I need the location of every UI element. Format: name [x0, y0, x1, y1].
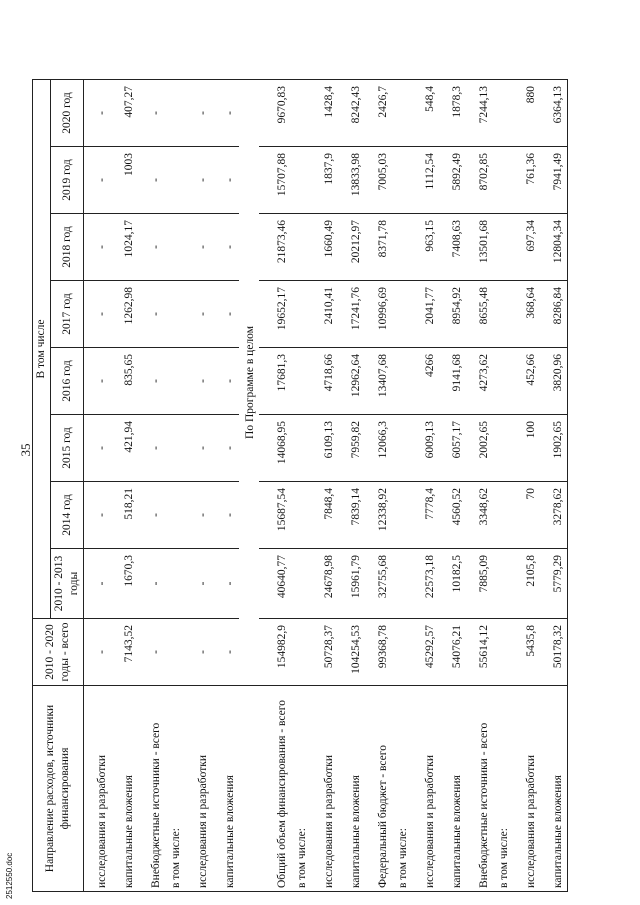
table-cell: - — [212, 214, 239, 281]
row-label: в том числе: — [493, 686, 513, 892]
table-cell: - — [212, 619, 239, 686]
table-cell — [165, 147, 185, 214]
table-cell: 5435,8 — [513, 619, 540, 686]
table-cell: - — [84, 281, 112, 348]
table-cell: 7839,14 — [338, 482, 365, 549]
table-cell: 6009,13 — [412, 415, 439, 482]
table-cell: 21873,46 — [259, 214, 291, 281]
table-cell: - — [185, 281, 212, 348]
table-cell: - — [84, 549, 112, 619]
table-cell — [291, 619, 311, 686]
table-cell — [392, 281, 412, 348]
table-cell — [392, 348, 412, 415]
table-cell: 421,94 — [111, 415, 138, 482]
table-cell: 12066,3 — [365, 415, 392, 482]
table-cell: 20212,97 — [338, 214, 365, 281]
table-cell: 7005,03 — [365, 147, 392, 214]
table-cell: - — [185, 549, 212, 619]
table-cell: 12962,64 — [338, 348, 365, 415]
row-label: капитальные вложения — [439, 686, 466, 892]
table-cell: 6057,17 — [439, 415, 466, 482]
table-cell: 99368,78 — [365, 619, 392, 686]
table-cell — [493, 415, 513, 482]
table-row — [165, 80, 185, 892]
table-cell — [291, 482, 311, 549]
table-cell: 12804,34 — [540, 214, 568, 281]
table-cell: 7959,82 — [338, 415, 365, 482]
table-cell: 1670,3 — [111, 549, 138, 619]
table-cell: 40640,77 — [259, 549, 291, 619]
table-cell: 4560,52 — [439, 482, 466, 549]
table-cell: - — [84, 415, 112, 482]
table-cell: - — [84, 147, 112, 214]
table-cell: - — [138, 281, 165, 348]
table-cell — [493, 348, 513, 415]
table-cell: 13833,98 — [338, 147, 365, 214]
table-cell: - — [185, 415, 212, 482]
table-cell: - — [212, 549, 239, 619]
table-cell — [165, 415, 185, 482]
table-cell: 8242,43 — [338, 80, 365, 147]
row-label: капитальные вложения — [212, 686, 239, 892]
table-cell — [165, 549, 185, 619]
table-header — [33, 80, 84, 892]
table-cell: 15687,54 — [259, 482, 291, 549]
table-cell — [392, 482, 412, 549]
table-cell: - — [138, 147, 165, 214]
table-cell: 6364,13 — [540, 80, 568, 147]
row-label: капитальные вложения — [338, 686, 365, 892]
table-cell: 55614,12 — [466, 619, 493, 686]
table-cell: 3348,62 — [466, 482, 493, 549]
table-cell: 368,64 — [513, 281, 540, 348]
table-cell: 7848,4 — [311, 482, 338, 549]
table-cell: 7885,09 — [466, 549, 493, 619]
table-cell: 17241,76 — [338, 281, 365, 348]
table-cell: - — [212, 415, 239, 482]
section-row — [239, 80, 259, 892]
table-cell: 17681,3 — [259, 348, 291, 415]
financing-table — [32, 79, 568, 892]
table-row — [84, 80, 112, 892]
row-label: Федеральный бюджет - всего — [365, 686, 392, 892]
table-cell: 10182,5 — [439, 549, 466, 619]
page-number: 35 — [18, 443, 33, 457]
table-row — [540, 80, 568, 892]
table-cell: 1660,49 — [311, 214, 338, 281]
table-cell: 4266 — [412, 348, 439, 415]
row-label: Общий объем финансирования - всего — [259, 686, 291, 892]
table-cell — [165, 619, 185, 686]
table-cell: - — [185, 214, 212, 281]
table-cell — [493, 549, 513, 619]
row-label: капитальные вложения — [111, 686, 138, 892]
table-cell — [291, 147, 311, 214]
table-cell: 100 — [513, 415, 540, 482]
header-year: 2010 - 2013 годы — [51, 549, 84, 619]
table-cell — [291, 415, 311, 482]
table-cell: 1024,17 — [111, 214, 138, 281]
table-cell: 12338,92 — [365, 482, 392, 549]
header-year: 2020 год — [51, 80, 84, 147]
table-cell — [291, 281, 311, 348]
table-cell: 1878,3 — [439, 80, 466, 147]
header-year: 2015 год — [51, 415, 84, 482]
footer-filename: 2512550.doc — [5, 852, 14, 899]
row-label: в том числе: — [291, 686, 311, 892]
header-year: 2017 год — [51, 281, 84, 348]
table-cell: - — [138, 214, 165, 281]
table-cell: 32755,68 — [365, 549, 392, 619]
table-cell: - — [138, 619, 165, 686]
header-year: 2016 год — [51, 348, 84, 415]
table-cell: 13407,68 — [365, 348, 392, 415]
table-cell: 4718,66 — [311, 348, 338, 415]
table-row — [311, 80, 338, 892]
row-label: в том числе: — [392, 686, 412, 892]
table-cell — [291, 214, 311, 281]
table-cell: 3278,62 — [540, 482, 568, 549]
table-cell: 2002,65 — [466, 415, 493, 482]
table-cell: 15707,88 — [259, 147, 291, 214]
table-cell: 452,66 — [513, 348, 540, 415]
table-cell: - — [84, 619, 112, 686]
table-cell: 5779,29 — [540, 549, 568, 619]
table-cell: 50178,32 — [540, 619, 568, 686]
table-cell — [493, 214, 513, 281]
table-row — [392, 80, 412, 892]
table-cell — [165, 80, 185, 147]
table-cell: 761,36 — [513, 147, 540, 214]
table-row — [212, 80, 239, 892]
table-cell: 15961,79 — [338, 549, 365, 619]
table-cell — [493, 80, 513, 147]
table-body — [84, 80, 568, 892]
table-cell: 518,21 — [111, 482, 138, 549]
table-cell: 45292,57 — [412, 619, 439, 686]
table-cell: 9670,83 — [259, 80, 291, 147]
table-cell — [291, 80, 311, 147]
table-cell — [493, 619, 513, 686]
header-direction: Направление расходов, источники финансирования — [33, 686, 84, 892]
table-cell: - — [138, 80, 165, 147]
table-cell: 8954,92 — [439, 281, 466, 348]
row-label: исследования и разработки — [311, 686, 338, 892]
table-cell: 2426,7 — [365, 80, 392, 147]
table-row — [439, 80, 466, 892]
table-cell — [165, 214, 185, 281]
row-label: в том числе: — [165, 686, 185, 892]
table-cell: 697,34 — [513, 214, 540, 281]
row-label: капитальные вложения — [540, 686, 568, 892]
table-cell: - — [212, 482, 239, 549]
table-cell: 10996,69 — [365, 281, 392, 348]
table-cell: 7778,4 — [412, 482, 439, 549]
table-cell: 104254,53 — [338, 619, 365, 686]
table-row — [412, 80, 439, 892]
section-spacer — [239, 686, 259, 892]
table-row — [338, 80, 365, 892]
table-cell: - — [84, 482, 112, 549]
table-cell: 2041,77 — [412, 281, 439, 348]
table-row — [291, 80, 311, 892]
table-cell: - — [212, 80, 239, 147]
table-cell: 8286,84 — [540, 281, 568, 348]
section-title: По Программе в целом — [239, 80, 259, 686]
table-cell: - — [185, 619, 212, 686]
table-cell: 8371,78 — [365, 214, 392, 281]
table-cell: - — [84, 214, 112, 281]
table-cell: 2105,8 — [513, 549, 540, 619]
table-cell — [392, 147, 412, 214]
table-cell: - — [84, 348, 112, 415]
table-cell: 2410,41 — [311, 281, 338, 348]
header-total: 2010 - 2020 годы - всего — [33, 619, 84, 686]
table-cell: - — [212, 281, 239, 348]
table-row — [111, 80, 138, 892]
table-cell: 5892,49 — [439, 147, 466, 214]
row-label: исследования и разработки — [185, 686, 212, 892]
table-cell: - — [138, 348, 165, 415]
table-cell — [165, 482, 185, 549]
table-row — [513, 80, 540, 892]
table-cell: 8702,85 — [466, 147, 493, 214]
table-cell — [392, 549, 412, 619]
header-year: 2018 год — [51, 214, 84, 281]
table-cell: 70 — [513, 482, 540, 549]
table-cell: 1837,9 — [311, 147, 338, 214]
table-cell: 7143,52 — [111, 619, 138, 686]
table-cell: - — [84, 80, 112, 147]
table-cell: 7941,49 — [540, 147, 568, 214]
table-cell: 50728,37 — [311, 619, 338, 686]
table-cell: - — [212, 147, 239, 214]
header-group-label: В том числе — [33, 80, 51, 619]
table-row — [259, 80, 291, 892]
header-year: 2019 год — [51, 147, 84, 214]
table-cell — [291, 348, 311, 415]
row-label: исследования и разработки — [513, 686, 540, 892]
table-cell: 24678,98 — [311, 549, 338, 619]
table-cell: 13501,68 — [466, 214, 493, 281]
table-cell: - — [185, 80, 212, 147]
table-cell: 963,15 — [412, 214, 439, 281]
table-row — [138, 80, 165, 892]
table-cell — [392, 619, 412, 686]
table-cell — [493, 281, 513, 348]
row-label: исследования и разработки — [84, 686, 112, 892]
table-cell: 22573,18 — [412, 549, 439, 619]
table-cell — [291, 549, 311, 619]
table-cell: 880 — [513, 80, 540, 147]
table-cell: - — [212, 348, 239, 415]
table-cell: - — [138, 482, 165, 549]
table-cell: 835,65 — [111, 348, 138, 415]
table-row — [466, 80, 493, 892]
table-cell: - — [138, 415, 165, 482]
table-cell — [392, 214, 412, 281]
row-label: Внебюджетные источники - всего — [138, 686, 165, 892]
table-cell: 548,4 — [412, 80, 439, 147]
table-cell — [392, 80, 412, 147]
table-cell: 19652,17 — [259, 281, 291, 348]
table-cell: 1902,65 — [540, 415, 568, 482]
table-cell — [165, 281, 185, 348]
table-cell: - — [185, 482, 212, 549]
table-cell — [165, 348, 185, 415]
row-label: исследования и разработки — [412, 686, 439, 892]
table-row — [185, 80, 212, 892]
table-cell — [493, 482, 513, 549]
table-cell: 54076,21 — [439, 619, 466, 686]
table-cell: 1112,54 — [412, 147, 439, 214]
table-cell: 9141,68 — [439, 348, 466, 415]
table-cell: 407,27 — [111, 80, 138, 147]
table-cell: 8655,48 — [466, 281, 493, 348]
table-cell: 1003 — [111, 147, 138, 214]
header-year: 2014 год — [51, 482, 84, 549]
table-cell — [493, 147, 513, 214]
row-label: Внебюджетные источники - всего — [466, 686, 493, 892]
table-cell: 6109,13 — [311, 415, 338, 482]
table-cell: - — [185, 348, 212, 415]
table-cell: 154982,9 — [259, 619, 291, 686]
table-cell: 7244,13 — [466, 80, 493, 147]
table-cell: - — [185, 147, 212, 214]
table-cell: - — [138, 549, 165, 619]
table-cell — [392, 415, 412, 482]
table-row — [493, 80, 513, 892]
table-cell: 14068,95 — [259, 415, 291, 482]
table-cell: 4273,62 — [466, 348, 493, 415]
table-cell: 1262,98 — [111, 281, 138, 348]
table-cell: 7408,63 — [439, 214, 466, 281]
table-cell: 1428,4 — [311, 80, 338, 147]
table-row — [365, 80, 392, 892]
table-cell: 3820,96 — [540, 348, 568, 415]
